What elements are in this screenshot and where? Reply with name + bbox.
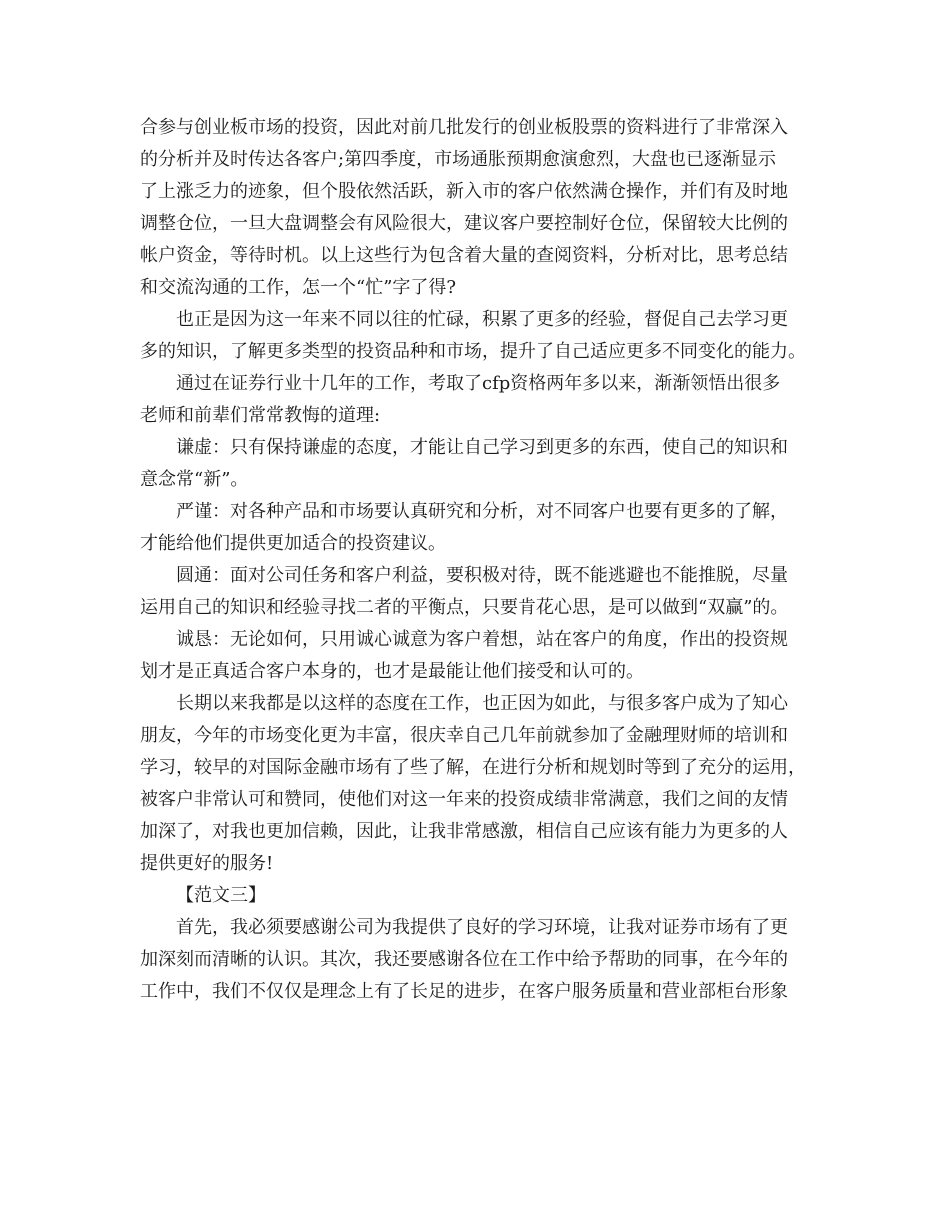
paragraph-first-line: 圆通：面对公司任务和客户利益，要积极对待，既不能逃避也不能推脱，尽量	[176, 565, 788, 586]
paragraph-first-line: 严谨：对各种产品和市场要认真研究和分析，对不同客户也要有更多的了解，	[176, 501, 788, 522]
text-line: 帐户资金，等待时机。以上这些行为包含着大量的查阅资料，分析对比，思考总结	[140, 245, 788, 266]
text-line: 老师和前辈们常常教悔的道理:	[140, 405, 381, 426]
text-line: 意念常“新”。	[140, 469, 249, 490]
text-line: 合参与创业板市场的投资，因此对前几批发行的创业板股票的资料进行了非常深入	[140, 117, 788, 138]
text-line: 才能给他们提供更加适合的投资建议。	[140, 533, 446, 554]
document-body	[140, 112, 820, 1008]
section-heading: 【范文三】	[176, 885, 266, 906]
text-line: 提供更好的服务!	[140, 853, 274, 874]
text-line: 加深了，对我也更加信赖，因此，让我非常感激，相信自己应该有能力为更多的人	[140, 821, 788, 842]
text-line: 工作中，我们不仅仅是理念上有了长足的进步，在客户服务质量和营业部柜台形象	[140, 981, 788, 1002]
text-line: 学习，较早的对国际金融市场有了些了解，在进行分析和规划时等到了充分的运用，	[140, 757, 806, 778]
text-line: 运用自己的知识和经验寻找二者的平衡点，只要肯花心思，是可以做到“双赢”的。	[140, 597, 789, 618]
paragraph-first-line: 也正是因为这一年来不同以往的忙碌，积累了更多的经验，督促自己去学习更	[176, 309, 788, 330]
text-line: 被客户非常认可和赞同，使他们对这一年来的投资成绩非常满意，我们之间的友情	[140, 789, 788, 810]
paragraph-first-line: 诚恳：无论如何，只用诚心诚意为客户着想，站在客户的角度，作出的投资规	[176, 629, 788, 650]
paragraph-first-line: 首先，我必须要感谢公司为我提供了良好的学习环境，让我对证券市场有了更	[176, 917, 788, 938]
text-line: 朋友，今年的市场变化更为丰富，很庆幸自己几年前就参加了金融理财师的培训和	[140, 725, 788, 746]
text-line: 划才是正真适合客户本身的，也才是最能让他们接受和认可的。	[140, 661, 644, 682]
text-line: 调整仓位，一旦大盘调整会有风险很大，建议客户要控制好仓位，保留较大比例的	[140, 213, 788, 234]
paragraph-first-line: 通过在证券行业十几年的工作，考取了cfp资格两年多以来，渐渐领悟出很多	[176, 373, 781, 394]
text-line: 加深刻而清晰的认识。其次，我还要感谢各位在工作中给予帮助的同事，在今年的	[140, 949, 788, 970]
text-line: 了上涨乏力的迹象，但个股依然活跃，新入市的客户依然满仓操作，并们有及时地	[140, 181, 788, 202]
text-line: 的分析并及时传达各客户;第四季度，市场通胀预期愈演愈烈，大盘也已逐渐显示	[140, 149, 777, 170]
text-line: 和交流沟通的工作，怎一个“忙”字了得?	[140, 277, 457, 298]
paragraph-first-line: 长期以来我都是以这样的态度在工作，也正因为如此，与很多客户成为了知心	[176, 693, 788, 714]
text-line: 多的知识，了解更多类型的投资品种和市场，提升了自己适应更多不同变化的能力。	[140, 341, 806, 362]
paragraph-first-line: 谦虚：只有保持谦虚的态度，才能让自己学习到更多的东西，使自己的知识和	[176, 437, 788, 458]
